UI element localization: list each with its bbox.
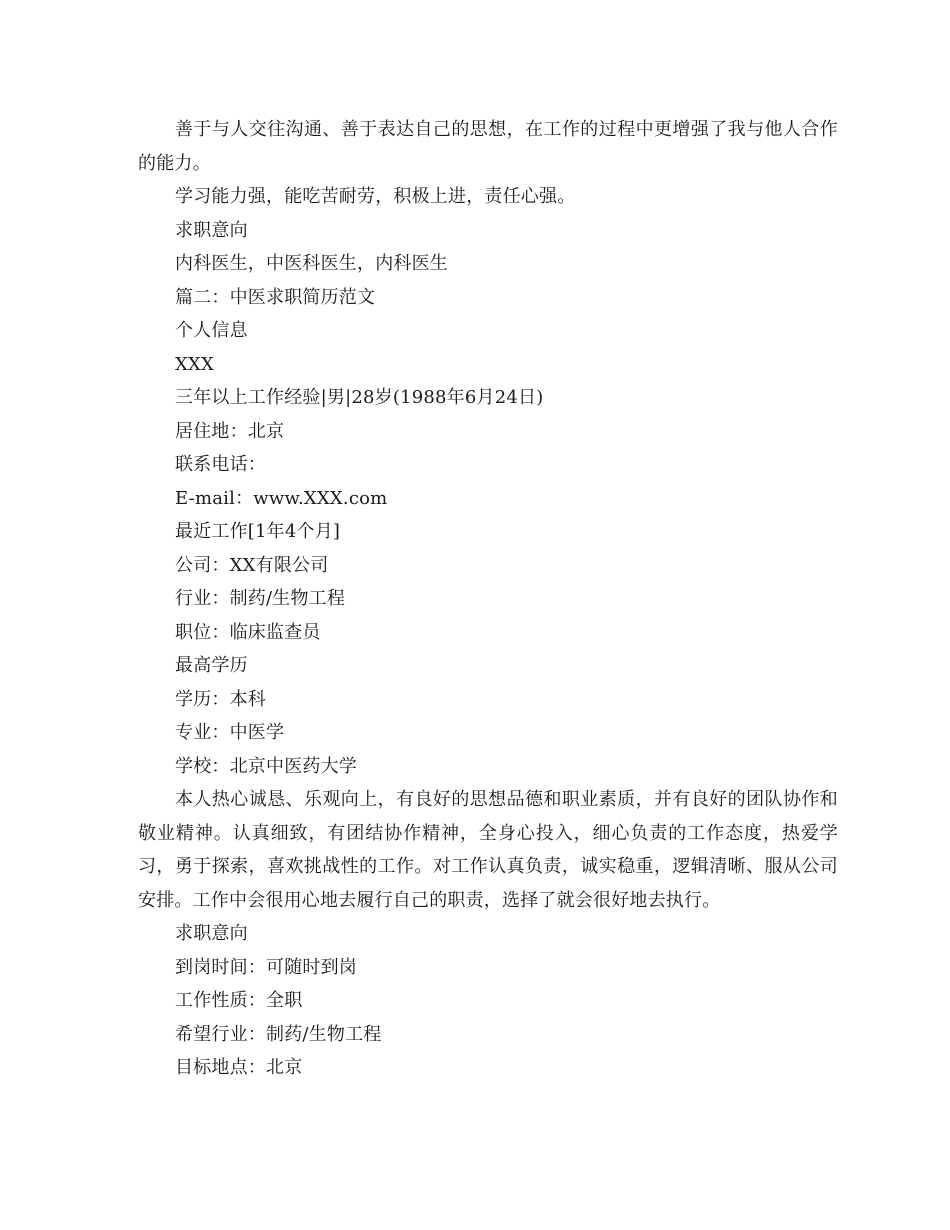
heading-recent-work: 最近工作[1年4个月]: [175, 521, 341, 542]
field-major: 专业：中医学: [175, 722, 285, 743]
paragraph-learning-ability: 学习能力强，能吃苦耐劳，积极上进，责任心强。: [175, 186, 576, 207]
field-industry: 行业：制药/生物工程: [175, 588, 346, 609]
field-phone: 联系电话：: [175, 454, 266, 475]
paragraph-job-targets: 内科医生，中医科医生，内科医生: [175, 253, 448, 274]
field-experience-gender-age: 三年以上工作经验|男|28岁(1988年6月24日): [175, 387, 544, 408]
paragraph-communication: 善于与人交往沟通、善于表达自己的思想，在工作的过程中更增强了我与他人合作的能力。: [138, 119, 838, 174]
field-desired-industry: 希望行业：制药/生物工程: [175, 1023, 382, 1045]
field-target-location: 目标地点：北京: [175, 1057, 303, 1078]
field-job-type: 工作性质：全职: [175, 990, 303, 1011]
field-start-time: 到岗时间：可随时到岗: [175, 956, 357, 978]
field-degree: 学历：本科: [175, 688, 266, 710]
heading-highest-education: 最高学历: [175, 655, 248, 676]
field-email: E-mail：www.XXX.com: [175, 487, 388, 509]
heading-part-two: 篇二：中医求职简历范文: [175, 286, 376, 308]
document-body: [138, 113, 838, 1085]
field-name: XXX: [175, 353, 215, 375]
paragraph-self-evaluation: 本人热心诚恳、乐观向上，有良好的思想品德和职业素质，并有良好的团队协作和敬业精神。认真细致，有团结协作精神，全身心投入，细心负责的工作态度，热爱学习，勇于探索，喜欢挑战性的工作。对工作认真负责，诚实稳重，逻辑清晰、服从公司安排。工作中会很用心地去履行自己的职责，选择了就会很好地去执行。: [138, 789, 838, 911]
field-residence: 居住地：北京: [175, 420, 285, 442]
heading-personal-info: 个人信息: [175, 320, 248, 341]
field-school: 学校：北京中医药大学: [175, 755, 357, 777]
field-position: 职位：临床监查员: [175, 621, 321, 643]
heading-job-intention-2: 求职意向: [175, 923, 248, 944]
field-company: 公司：XX有限公司: [175, 554, 329, 576]
heading-job-intention: 求职意向: [175, 219, 248, 241]
